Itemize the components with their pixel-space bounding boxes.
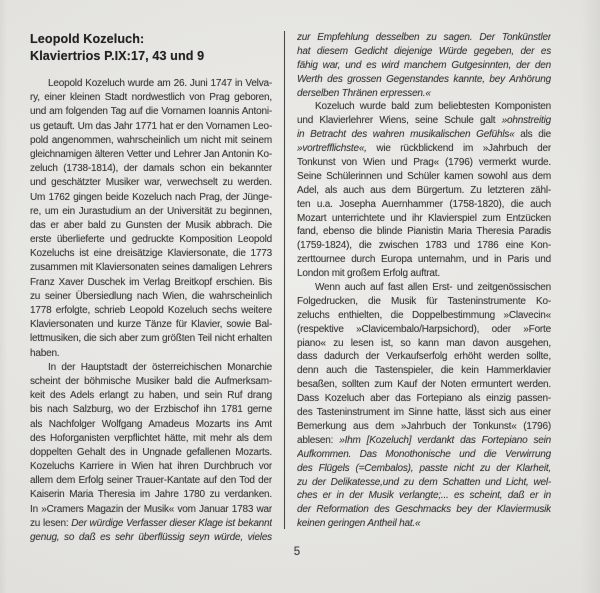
text-segment: bis nach Salzburg, wo der Erzbischof ihn 1781 gerne — [30, 404, 272, 416]
text-segment: zusammen mit Klaviersonaten seines damaligen Lehrers — [30, 262, 272, 274]
italic-text-segment: der Reformation des Geschmacks bey der Klaviermusik — [297, 504, 551, 516]
text-line — [297, 156, 551, 170]
italic-text-segment: derselben Thränen erpressen.« — [297, 87, 431, 99]
text-segment: zerttournee durch Europa unternahm, und in Paris und — [297, 254, 551, 266]
page-title-line-2: Klaviertrios P.IX:17, 43 und 9 — [30, 48, 205, 63]
text-segment: denn auch die Tastenspieler, die kein Hammerklavier — [297, 365, 551, 377]
text-line — [30, 474, 272, 488]
text-segment: 1778 erfolgte, schrieb Leopold Kozeluch sechs weitere — [30, 305, 272, 316]
text-segment: us getauft. Um das Jahr 1771 hat er den Vornamen Leo- — [30, 120, 272, 132]
italic-text-segment: hat diesem Gedicht diejenige Würde gegeben, der es — [297, 45, 551, 57]
text-segment: Adel, als auch aus dem Bürgertum. Zu letzteren zähl- — [297, 184, 551, 196]
text-segment: zeluchs enthielten, die Doppelbestimmung »Clavecin« — [297, 309, 551, 321]
text-segment: und am folgenden Tag auf die Vornamen Ioannis Antoni- — [30, 106, 272, 118]
italic-text-segment: Aufkommen. Das Monothonische und die Verwirrung — [297, 448, 551, 460]
italic-text-segment: keinen geringen Antheil hat.« — [297, 518, 421, 530]
page-title-line-1: Leopold Kozeluch: — [30, 32, 145, 46]
text-segment: des Tasteninstrument im Sinne hatte, lässt sich aus einer — [297, 407, 551, 419]
text-line — [297, 476, 551, 490]
text-line — [30, 503, 272, 517]
text-line — [30, 389, 272, 403]
text-segment: und Klavierlehrer Wiens, seine Schule galt — [297, 115, 502, 127]
text-segment: Kozeluch wurde bald zum beliebtesten Komponisten — [315, 101, 551, 113]
text-segment: keit des Adels erlangt zu haben, und sein Ruf drang — [30, 390, 272, 402]
italic-text-segment: »ohnstreitig — [501, 115, 551, 127]
italic-text-segment: des Flügels (=Cembalos), passte nicht zu der Klarheit, — [297, 462, 551, 474]
text-segment: In »Cramers Magazin der Musik« vom Januar 1783 war — [30, 503, 272, 515]
text-line — [297, 212, 551, 226]
text-segment: Kaiserin Maria Theresia im Jahre 1780 zu verdanken. — [30, 489, 272, 501]
text-line — [297, 434, 551, 448]
text-line — [297, 170, 551, 184]
text-segment: ten u.a. Josepha Auernhammer (1758-1820), die auch — [297, 198, 551, 210]
text-line — [297, 323, 551, 337]
text-segment: zu seiner Übersiedlung nach Wien, die wahrscheinlich — [30, 290, 272, 302]
text-segment: besaßen, sollten zum Kauf der Noten ermuntert werden. — [297, 379, 551, 391]
text-segment: piano« zu lesen ist, so kann man davon ausgehen, — [297, 337, 551, 349]
text-line — [297, 364, 551, 378]
text-segment: Mozart unterrichtete und ihr Klavierspiel zum Entzücken — [297, 212, 551, 224]
text-line — [30, 304, 272, 318]
text-line — [297, 225, 551, 239]
text-line — [297, 198, 551, 212]
text-line — [297, 309, 551, 323]
text-line — [30, 77, 272, 91]
italic-text-segment: zur Empfehlung desselben zu sagen. Der Tonkünstler — [297, 32, 551, 43]
text-line — [297, 462, 551, 476]
text-segment: als die — [514, 129, 551, 141]
text-line — [30, 91, 272, 105]
text-line — [297, 267, 551, 281]
paragraph — [297, 100, 551, 281]
text-segment: Um 1762 gingen beide Kozeluch nach Prag, der Jünge- — [30, 191, 272, 203]
text-line — [297, 128, 551, 142]
text-segment: re, um ein Jurastudium an der Universität zu beginnen, — [30, 205, 272, 217]
italic-text-segment: zu der Delikatesse,und zu dem Schatten und Licht, wel- — [297, 476, 551, 488]
text-line — [30, 318, 272, 332]
text-line — [297, 337, 551, 351]
text-line — [30, 418, 272, 432]
italic-text-segment: »vortrefflichste«, — [297, 143, 367, 155]
text-line — [30, 219, 272, 233]
text-line — [297, 392, 551, 406]
text-segment: und geschätzter Musiker war, verwechselt zu werden. — [30, 177, 272, 189]
text-line — [30, 105, 272, 119]
text-line — [30, 191, 272, 205]
paragraph — [297, 31, 551, 100]
text-line — [30, 134, 272, 148]
text-segment: ablesen: — [297, 434, 340, 446]
text-line — [297, 420, 551, 434]
paragraph — [30, 361, 272, 545]
text-segment: allem dem Erfolg seiner Trauer-Kantate auf den Tod der — [30, 475, 272, 487]
text-segment: Tonkunst von Wien und Prag« (1796) vermerkt wurde. — [297, 157, 551, 169]
right-column — [297, 31, 551, 531]
text-segment: dass dadurch der Verkaufserfolg erhöht werden sollte, — [297, 351, 551, 363]
text-line — [30, 205, 272, 219]
text-segment: Folgedrucken, die Musik für Tasteninstrumente Ko- — [297, 295, 551, 307]
text-segment: lettmusiken, die sich aber zum größten Teil nicht erhalten — [30, 333, 272, 345]
text-segment: als Nachfolger Wolfgang Amadeus Mozarts ins Amt — [30, 418, 272, 430]
italic-text-segment: ches er in der Musik verlangte;... es scheint, daß er in — [297, 490, 551, 502]
text-line — [297, 295, 551, 309]
text-segment: Seine Schülerinnen und Schüler kamen sowohl aus dem — [297, 170, 551, 182]
text-line — [297, 87, 551, 101]
text-line — [30, 162, 272, 176]
text-segment: Wenn auch auf fast allen Erst- und zeitgenössischen — [315, 282, 551, 294]
text-line — [30, 375, 272, 389]
text-line — [297, 239, 551, 253]
italic-text-segment: Der würdige Verfasser dieser Klage ist bekannt — [71, 517, 272, 529]
text-segment: ry, einer kleinen Stadt nordwestlich von Prag geboren, — [30, 92, 272, 104]
text-line — [30, 261, 272, 275]
text-line — [30, 488, 272, 502]
text-line — [297, 378, 551, 392]
text-segment: Dass Kozeluch aber das Fortepiano als einzig passen- — [297, 393, 551, 405]
text-line — [297, 448, 551, 462]
page-title — [30, 31, 272, 64]
text-line — [30, 403, 272, 417]
text-segment: London mit großem Erfolg auftrat. — [297, 268, 440, 280]
text-segment: fand, ebenso die blinde Pianistin Maria Theresia Paradis — [297, 226, 551, 238]
text-segment: gleichnamigen älteren Vetter und Lehrer Jan Antonin Ko- — [30, 148, 272, 160]
text-line — [297, 350, 551, 364]
text-segment: doppelten Gehalt des in Ungnade gefallenen Mozarts. — [30, 446, 272, 458]
text-segment: wie rückblickend im »Jahrbuch der — [366, 143, 551, 155]
paragraph — [297, 281, 551, 531]
text-line — [30, 460, 272, 474]
text-line — [30, 432, 272, 446]
text-line — [297, 503, 551, 517]
text-line — [30, 531, 272, 545]
italic-text-segment: genug, so daß es sehr überflüssig seyn würde, vieles — [30, 532, 272, 543]
text-segment: (1759-1824), die zwischen 1783 und 1786 eine Kon- — [297, 240, 551, 252]
text-line — [30, 290, 272, 304]
text-segment: (respektive »Clavicembalo/Harpsichord), oder »Forte — [297, 323, 551, 335]
text-segment: zeluch (1738-1814), der damals schon ein bekannter — [30, 163, 272, 175]
text-segment: haben. — [30, 347, 60, 359]
text-segment: Klaviersonaten und kurze Tänze für Klavier, sowie Bal- — [30, 319, 272, 331]
text-line — [297, 31, 551, 45]
page-number: 5 — [293, 546, 301, 558]
text-line — [297, 59, 551, 73]
text-line — [297, 253, 551, 267]
left-column-text — [30, 77, 272, 545]
text-line — [297, 489, 551, 503]
text-segment: Leopold Kozeluch wurde am 26. Juni 1747 in Velva- — [48, 78, 272, 89]
column-divider-rule — [284, 31, 285, 529]
italic-text-segment: in Betracht des wahren musikalischen Gefühls« — [297, 129, 515, 141]
text-segment: Kozeluchs Karriere in Wien hat ihren Durchbruch vor — [30, 461, 272, 473]
text-line — [30, 247, 272, 261]
text-line — [30, 120, 272, 134]
left-column — [30, 31, 272, 545]
text-segment: zu lesen: — [30, 517, 72, 529]
text-segment: In der Hauptstadt der österreichischen Monarchie — [48, 361, 272, 373]
text-line — [30, 148, 272, 162]
text-segment: pold angenommen, wahrscheinlich um nicht mit seinem — [30, 134, 272, 146]
text-line — [297, 100, 551, 114]
text-line — [30, 332, 272, 346]
text-segment: Franz Xaver Duschek im Verlag Breitkopf erschien. Bis — [30, 276, 272, 288]
italic-text-segment: Werth des grossen Gegenstandes kannte, bey Anhörung — [297, 73, 551, 85]
text-line — [30, 276, 272, 290]
paragraph — [30, 77, 272, 361]
text-line — [30, 446, 272, 460]
text-line — [297, 73, 551, 87]
text-line — [30, 517, 272, 531]
text-segment: das er aber bald zu Gunsten der Musik abbrach. Die — [30, 219, 272, 231]
italic-text-segment: fähig war, und es wird manchem Gutgesinnten, der den — [297, 59, 551, 71]
text-line — [297, 142, 551, 156]
text-line — [30, 233, 272, 247]
text-segment: Kozeluchs ist eine dreisätzige Klaviersonate, die 1773 — [30, 248, 272, 260]
text-line — [30, 347, 272, 361]
text-segment: Bemerkung aus dem »Jahrbuch der Tonkunst« (1796) — [297, 420, 551, 432]
text-line — [297, 281, 551, 295]
text-line — [297, 114, 551, 128]
italic-text-segment: »Ihm [Kozeluch] verdankt das Fortepiano sein — [339, 434, 551, 446]
text-segment: erste überlieferte und gedruckte Komposition Leopold — [30, 234, 272, 246]
text-line — [297, 406, 551, 420]
text-line — [297, 517, 551, 531]
text-segment: scheint der böhmische Musiker bald die Aufmerksam- — [30, 375, 272, 387]
right-column-text — [297, 31, 551, 531]
text-line — [30, 361, 272, 375]
text-line — [297, 45, 551, 59]
text-segment: des Hoforganisten verpflichtet hätte, mit mehr als dem — [30, 432, 272, 444]
text-line — [297, 184, 551, 198]
text-line — [30, 176, 272, 190]
